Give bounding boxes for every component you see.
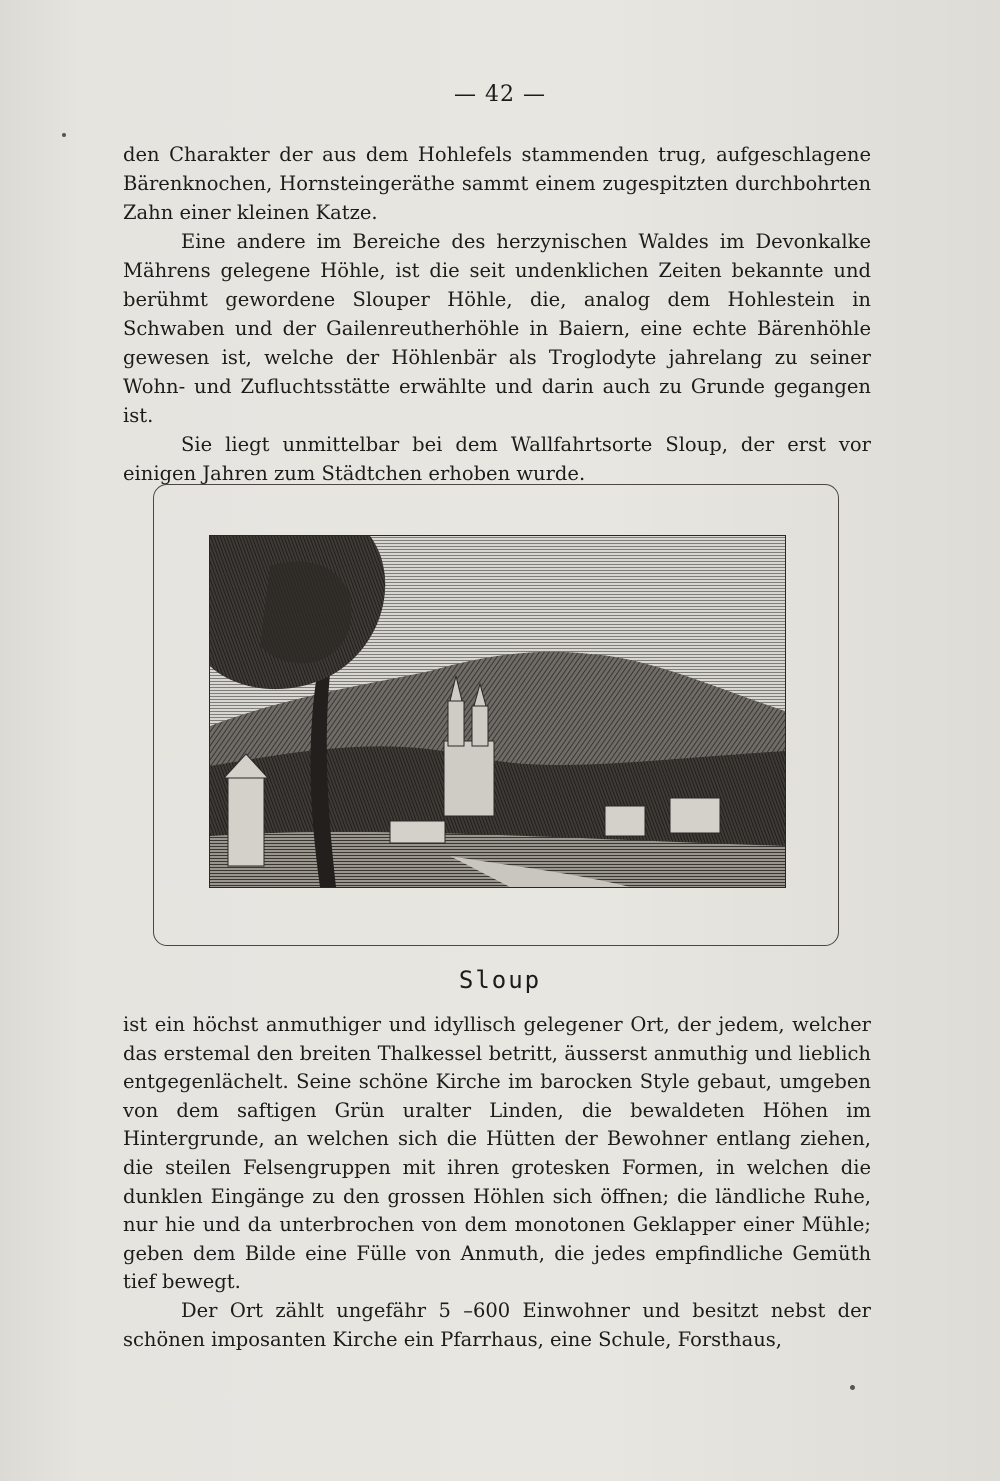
page-number: — 42 — [454, 82, 546, 107]
engraving-illustration [209, 535, 786, 888]
paper-speck [62, 133, 66, 137]
paragraph-sloup-description: ist ein höchst anmuthiger und idyllisch gelegener Ort, der jedem, welcher das erstemal den breiten Thalkessel betritt, äusserst anmuthig und lieblich entgegenlächelt. Seine schöne Kirche im barocken Style gebaut, umgeben von dem saftigen Grün uralter Linden, die bewaldeten Höhen im Hintergrunde, an welchen sich die Hütten der Bewohner entlang ziehen, die steilen Felsengruppen mit ihren grotesken Formen, in welchen die dunklen Eingänge zu den grossen Höhlen sich öffnen; die ländliche Ruhe, nur hie und da unterbrochen von dem monotonen Geklapper einer Mühle; geben dem Bilde eine Fülle von Anmuth, die jedes empfindliche Gemüth tief bewegt. [123, 1013, 871, 1294]
text-block-bottom [123, 1011, 871, 1354]
text-block-top [123, 140, 871, 488]
paragraph-slouper-hoehle: Eine andere im Bereiche des herzynischen Waldes im Devonkalke Mährens gelegene Höhle, ist die seit undenklichen Zeiten bekannte und berühmt gewordene Slouper Höhle, die, analog dem Hohlestein in Schwaben und der Gailenreutherhöhle in Baiern, eine echte Bärenhöhle gewesen ist, welche der Höhlenbär als Troglodyte jahrelang zu seiner Wohn- und Zufluchtsstätte erwählte und darin auch zu Grunde gegangen ist. [123, 230, 871, 427]
paragraph-continuation: den Charakter der aus dem Hohlefels stammenden trug, aufgeschlagene Bärenknochen, Hornsteingeräthe sammt einem zugespitzten durchbohrten Zahn einer kleinen Katze. [123, 143, 871, 224]
paper-speck [850, 1385, 855, 1390]
paragraph-sloup-population: Der Ort zählt ungefähr 5 –600 Einwohner und besitzt nebst der schönen imposanten Kirche ein Pfarrhaus, eine Schule, Forsthaus, [123, 1298, 871, 1351]
figure-caption: Sloup [458, 966, 542, 994]
paragraph-sloup-location: Sie liegt unmittelbar bei dem Wallfahrtsorte Sloup, der erst vor einigen Jahren zum Städtchen erhoben wurde. [123, 433, 871, 485]
